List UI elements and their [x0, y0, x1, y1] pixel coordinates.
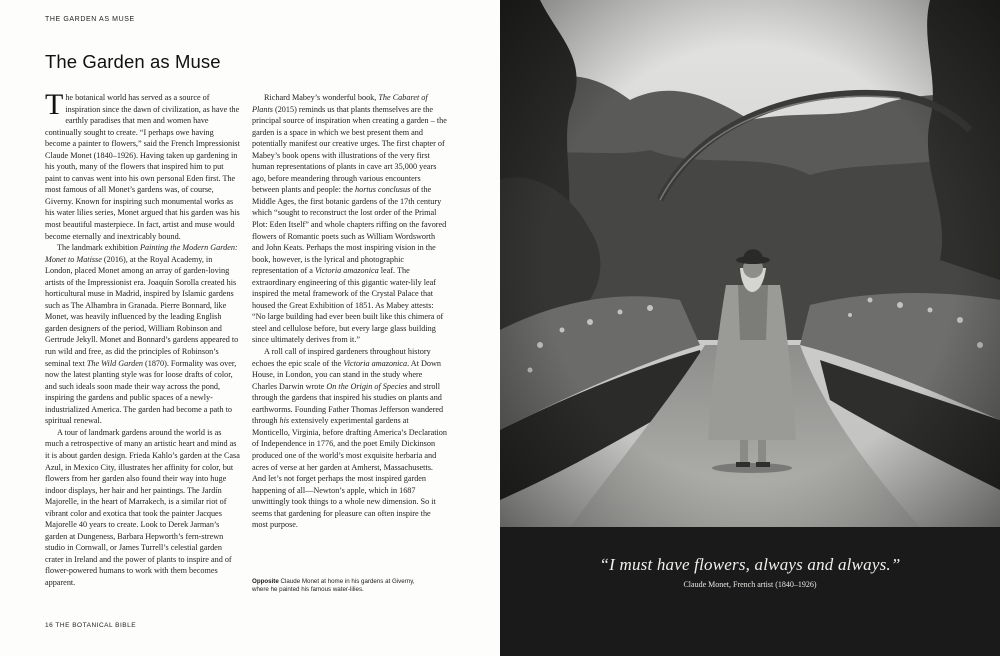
- quote-band: [500, 527, 1000, 656]
- paragraph-text: extensively experimental gardens at Monticello, Virginia, before drafting America’s Declaration of Independence in 1776, and the poet Emily Dickinson produced one of the world’s most exquisite herbaria and acres of verse at her garden at Amherst, Massachusetts. And let’s not forget perhaps the most inspired garden happening of all—Newton’s apple, which in 1687 unwittingly took things to a whole new dimension. So it seems that gardening for pleasure can often inspire the most purpose.: [252, 416, 447, 530]
- paragraph-text: of the Middle Ages, the first botanic gardens of the 17th century which “sought to reconstruct the lost order of the Primal Plot: Eden Itself” and whole chapters riffing on the favored flowers of Romantic poets such as William Wordsworth and John Keats. Perhaps the most inspiring vision in the book, however, is the lyrical and photographic representation of a: [252, 185, 447, 276]
- paragraph-text: he botanical world has served as a source of inspiration since the dawn of civilization, as have the earthly paradises that men and women have continually sought to create. “I perhaps owe having become a painter to flowers,” said the French Impressionist Claude Monet (1840–1926). Having taken up gardening in his youth, many of the flowers that inspired him to put paint to canvas went into his own personal Eden first. The most famous of all Monet’s gardens was, of course, Giverny. Known for inspiring such monumental works as his water lilies series, Monet argued that his garden was his most beautiful masterpiece. In fact, artist and muse would become eternally and inextricably bound.: [45, 93, 240, 241]
- book-title: The Cabaret of Plants: [252, 93, 428, 114]
- emphasis: his: [279, 416, 290, 426]
- caption-text: Claude Monet at home in his gardens at Giverny, where he painted his famous water-lilies.: [252, 578, 415, 594]
- paragraph: [45, 242, 241, 427]
- book-title: On the Origin of Species: [326, 381, 408, 391]
- paragraph-text: The landmark exhibition: [57, 243, 140, 253]
- body-column-1: [45, 88, 241, 589]
- latin-term: hortus conclusus: [355, 185, 411, 195]
- paragraph: [45, 88, 241, 242]
- page-folio: 16 THE BOTANICAL BIBLE: [45, 622, 137, 629]
- paragraph: A tour of landmark gardens around the world is as much a retrospective of many an artistic heart and mind as it is about garden design. Frieda Kahlo’s garden at the Casa Azul, in Mexico City, illustrates her affinity for color, but flowers from her garden also found their way into huge indoor displays, her hair and her paintings. The Jardín Majorelle, in the heart of Marrakech, is a similar riot of vibrant color and exotica that took the painter Jacques Majorelle 40 years to create. Look to Derek Jarman’s garden at Dungeness, Barbara Hepworth’s fern-strewn studio in Cornwall, or James Turrell’s celestial garden crater in Ireland and the power of plants to inspire and of flower-powered humans to work with them becomes apparent.: [45, 427, 240, 587]
- paragraph-text: (2016), at the Royal Academy, in London, placed Monet among an array of garden-loving artists of the Impressionist era. Joaquín Sorolla created his horticultural muse in Madrid, inspired by Islamic gardens such as The Alhambra in Granada. Pierre Bonnard, like Monet, was heavily influenced by the leading English garden designers of the period, William Robinson and Gertrude Jekyll. Monet and Bonnard’s gardens appeared to run wild and free, as did the principles of Robinson’s seminal text: [45, 254, 239, 368]
- quote-attribution: Claude Monet, French artist (1840–1926): [683, 580, 817, 589]
- pull-quote: “I must have flowers, always and always.”: [599, 555, 901, 574]
- paragraph-text: (1870). Formality was over, now the latest planting style was for loose drafts of color, and such ideals soon made their way across the pond, inspiring the gardens and public spaces of a newly-industrialized America. The garden had become a path to spiritual renewal.: [45, 358, 237, 426]
- running-head: THE GARDEN AS MUSE: [45, 16, 135, 23]
- exhibition-title: Painting the Modern Garden: Monet to Matisse: [45, 243, 238, 264]
- chapter-title: The Garden as Muse: [45, 51, 221, 72]
- paragraph-text: Richard Mabey’s wonderful book,: [264, 93, 379, 102]
- paragraph-text: and stroll through the gardens that inspired his studies on plants and earthworms. Founding Father Thomas Jefferson wandered through: [252, 381, 444, 426]
- photo-caption: [252, 578, 417, 594]
- paragraph: [252, 346, 448, 531]
- body-column-2: [252, 92, 448, 531]
- paragraph-text: A roll call of inspired gardeners throughout history echoes the epic scale of the: [252, 347, 431, 368]
- species-name: Victoria amazonica: [343, 358, 408, 368]
- paragraph: [252, 92, 448, 346]
- species-name: Victoria amazonica: [314, 266, 379, 276]
- paragraph-text: (2015) reminds us that plants themselves are the principal source of inspiration when creating a garden – the garden is a space in which we best present them and potentially manifest our creative urges. The first chapter of Mabey’s book opens with illustrations of the very first human representations of plants in cave art 35,000 years ago, before meandering through various encounters between plants and people: the: [252, 104, 447, 195]
- book-title: The Wild Garden: [86, 358, 143, 368]
- right-page: [500, 0, 1000, 656]
- monet-garden-photo: [500, 0, 1000, 527]
- drop-cap: T: [45, 88, 64, 121]
- caption-label: Opposite: [252, 578, 279, 585]
- paragraph-text: leaf. The extraordinary engineering of this gigantic water-lily leaf inspired the metal framework of the Crystal Palace that housed the Great Exhibition of 1851. As Mabey attests: “No large building had ever been built like this chimera of steel and cellulose before, but every large glass building since ultimately derives from it.”: [252, 266, 444, 345]
- paragraph-text: . At Down House, in London, you can stand in the study where Charles Darwin wrote: [252, 358, 442, 391]
